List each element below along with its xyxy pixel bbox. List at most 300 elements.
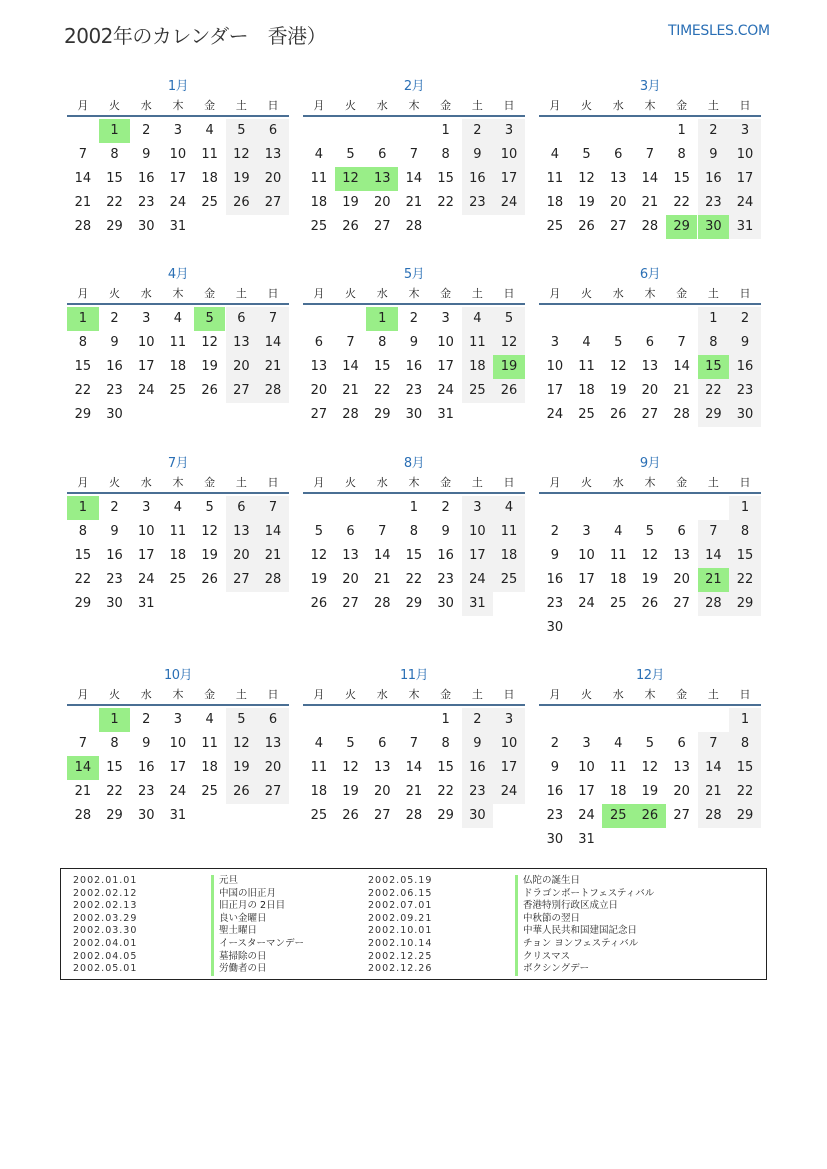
day-cell: 20 xyxy=(310,383,328,398)
holiday-name: 中秋節の翌日 xyxy=(515,913,580,926)
holiday-day-cell: 5 xyxy=(194,307,226,331)
month-block xyxy=(67,75,289,263)
day-cell: 10 xyxy=(169,147,187,162)
month-name: 5月 xyxy=(403,267,425,282)
day-cell: 27 xyxy=(257,780,289,804)
day-cell: 21 xyxy=(405,784,423,799)
day-cell: 15 xyxy=(673,171,690,186)
day-cell: 22 xyxy=(698,379,730,403)
weekday-label: 日 xyxy=(739,287,751,300)
day-cell: 5 xyxy=(614,335,623,350)
day-cell: 4 xyxy=(205,712,214,727)
day-cell: 18 xyxy=(201,171,218,186)
month-name: 2月 xyxy=(403,79,425,94)
day-cell: 22 xyxy=(729,780,761,804)
weekday-label: 月 xyxy=(313,476,325,489)
day-cell: 22 xyxy=(74,383,92,398)
day-cell: 27 xyxy=(373,219,391,234)
month-block xyxy=(67,452,289,640)
day-cell: 3 xyxy=(550,335,559,350)
day-cell: 10 xyxy=(493,143,525,167)
day-cell: 19 xyxy=(226,756,258,780)
weekday-label: 日 xyxy=(739,476,751,489)
holiday-day-cell: 25 xyxy=(602,804,634,828)
day-cell: 8 xyxy=(729,732,761,756)
holiday-name: 中華人民共和国建国記念日 xyxy=(515,925,637,938)
weekday-label: 金 xyxy=(676,688,688,701)
day-cell: 5 xyxy=(645,524,655,539)
weekday-label: 金 xyxy=(440,99,452,112)
day-cell: 17 xyxy=(546,383,564,398)
weekday-label: 火 xyxy=(345,99,357,112)
day-cell: 20 xyxy=(226,544,258,568)
day-cell: 2 xyxy=(550,524,559,539)
day-cell: 8 xyxy=(409,524,419,539)
day-cell: 13 xyxy=(310,359,328,374)
month-name: 9月 xyxy=(639,456,661,471)
day-cell: 12 xyxy=(201,524,218,539)
month-block xyxy=(539,452,761,640)
day-cell: 17 xyxy=(578,784,595,799)
weekday-label: 木 xyxy=(172,99,184,112)
month-block xyxy=(303,452,525,640)
day-cell: 28 xyxy=(74,808,92,823)
day-cell: 21 xyxy=(641,195,659,210)
day-cell: 22 xyxy=(405,572,423,587)
day-cell: 26 xyxy=(342,808,359,823)
holiday-name: 旧正月の 2日目 xyxy=(211,900,285,913)
weekday-label: 火 xyxy=(345,688,357,701)
day-cell: 16 xyxy=(729,355,761,379)
day-cell: 22 xyxy=(74,572,92,587)
day-cell: 21 xyxy=(373,572,391,587)
weekday-label: 月 xyxy=(313,688,325,701)
day-cell: 14 xyxy=(342,359,359,374)
day-cell: 14 xyxy=(257,331,289,355)
weekday-label: 土 xyxy=(471,688,483,701)
day-cell: 31 xyxy=(169,808,187,823)
day-cell: 20 xyxy=(673,784,690,799)
day-cell: 3 xyxy=(493,119,525,143)
day-cell: 19 xyxy=(609,383,627,398)
day-cell: 9 xyxy=(110,335,119,350)
holiday-name: イースターマンデー xyxy=(211,938,304,951)
day-cell: 21 xyxy=(342,383,359,398)
day-cell: 1 xyxy=(698,307,730,331)
day-cell: 13 xyxy=(609,171,627,186)
day-cell: 3 xyxy=(493,708,525,732)
day-cell: 3 xyxy=(173,712,183,727)
day-cell: 7 xyxy=(78,736,87,751)
weekday-label: 金 xyxy=(440,287,452,300)
weekday-label: 金 xyxy=(204,99,216,112)
month-name: 8月 xyxy=(403,456,425,471)
day-cell: 12 xyxy=(578,171,595,186)
day-cell: 5 xyxy=(493,307,525,331)
day-cell: 17 xyxy=(137,548,155,563)
holiday-date: 2002.02.12 xyxy=(73,887,138,899)
day-cell: 17 xyxy=(137,359,155,374)
weekday-label: 火 xyxy=(581,476,593,489)
day-cell: 4 xyxy=(314,147,323,162)
day-cell: 20 xyxy=(673,572,690,587)
day-cell: 17 xyxy=(169,171,187,186)
holiday-day-cell: 29 xyxy=(666,215,698,239)
day-cell: 29 xyxy=(74,596,92,611)
weekday-label: 土 xyxy=(235,99,247,112)
day-cell: 3 xyxy=(441,311,450,326)
day-cell: 25 xyxy=(169,383,187,398)
day-cell: 24 xyxy=(578,596,595,611)
holiday-date: 2002.03.30 xyxy=(73,925,138,937)
month-name: 1月 xyxy=(167,79,189,94)
day-cell: 14 xyxy=(698,544,730,568)
day-cell: 19 xyxy=(342,195,359,210)
day-cell: 22 xyxy=(673,195,690,210)
weekday-label: 木 xyxy=(408,476,420,489)
weekday-label: 水 xyxy=(612,476,624,489)
day-cell: 16 xyxy=(546,784,564,799)
day-cell: 31 xyxy=(462,592,494,616)
day-cell: 31 xyxy=(169,219,187,234)
day-cell: 22 xyxy=(106,784,123,799)
weekday-label: 水 xyxy=(376,287,388,300)
day-cell: 10 xyxy=(729,143,761,167)
day-cell: 15 xyxy=(405,548,423,563)
day-cell: 26 xyxy=(201,383,218,398)
day-cell: 26 xyxy=(342,219,359,234)
day-cell: 24 xyxy=(578,808,595,823)
day-cell: 17 xyxy=(578,572,595,587)
page-title: 2002年のカレンダー 香港） xyxy=(64,24,327,48)
day-cell: 5 xyxy=(226,119,258,143)
weekday-label: 日 xyxy=(503,476,515,489)
day-cell: 8 xyxy=(698,331,730,355)
day-cell: 14 xyxy=(673,359,690,374)
day-cell: 26 xyxy=(310,596,328,611)
day-cell: 12 xyxy=(641,548,659,563)
day-cell: 6 xyxy=(346,524,355,539)
day-cell: 12 xyxy=(493,331,525,355)
day-cell: 22 xyxy=(437,195,454,210)
weekday-label: 日 xyxy=(739,99,751,112)
day-cell: 28 xyxy=(698,804,730,828)
day-cell: 20 xyxy=(257,756,289,780)
day-cell: 25 xyxy=(310,219,328,234)
day-cell: 27 xyxy=(673,596,690,611)
weekday-label: 木 xyxy=(408,287,420,300)
day-cell: 26 xyxy=(609,407,627,422)
weekday-label: 土 xyxy=(235,688,247,701)
day-cell: 9 xyxy=(110,524,119,539)
day-cell: 9 xyxy=(729,331,761,355)
day-cell: 19 xyxy=(641,572,659,587)
day-cell: 21 xyxy=(74,784,92,799)
day-cell: 28 xyxy=(373,596,391,611)
weekday-label: 水 xyxy=(612,99,624,112)
day-cell: 9 xyxy=(142,736,151,751)
day-cell: 23 xyxy=(405,383,423,398)
day-cell: 5 xyxy=(346,147,355,162)
weekday-header xyxy=(67,285,289,305)
weekday-label: 水 xyxy=(612,287,624,300)
day-cell: 2 xyxy=(110,311,119,326)
day-cell: 8 xyxy=(677,147,686,162)
holiday-date: 2002.03.29 xyxy=(73,912,138,924)
holiday-name: 聖土曜日 xyxy=(211,925,257,938)
day-cell: 4 xyxy=(205,123,214,138)
day-cell: 5 xyxy=(582,147,591,162)
day-cell: 12 xyxy=(342,760,359,775)
holiday-date: 2002.12.26 xyxy=(368,963,433,975)
holiday-date: 2002.12.25 xyxy=(368,950,433,962)
day-cell: 8 xyxy=(441,147,450,162)
day-cell: 7 xyxy=(645,147,655,162)
day-cell: 19 xyxy=(310,572,328,587)
weekday-label: 火 xyxy=(345,287,357,300)
day-cell: 27 xyxy=(373,808,391,823)
day-cell: 17 xyxy=(729,167,761,191)
day-cell: 3 xyxy=(142,311,151,326)
day-cell: 18 xyxy=(462,355,494,379)
day-cell: 7 xyxy=(409,147,419,162)
day-cell: 4 xyxy=(550,147,559,162)
holiday-legend xyxy=(60,868,767,980)
month-block xyxy=(539,664,761,852)
weekday-header xyxy=(539,285,761,305)
day-cell: 9 xyxy=(409,335,419,350)
day-cell: 6 xyxy=(677,736,686,751)
day-cell: 16 xyxy=(437,548,454,563)
day-cell: 22 xyxy=(373,383,391,398)
day-cell: 9 xyxy=(550,548,559,563)
day-cell: 19 xyxy=(641,784,659,799)
day-cell: 23 xyxy=(462,780,494,804)
day-cell: 24 xyxy=(437,383,454,398)
day-cell: 27 xyxy=(609,219,627,234)
weekday-label: 水 xyxy=(612,688,624,701)
day-cell: 20 xyxy=(257,167,289,191)
weekday-label: 金 xyxy=(676,476,688,489)
month-block xyxy=(303,664,525,852)
weekday-label: 木 xyxy=(408,688,420,701)
day-cell: 21 xyxy=(673,383,690,398)
holiday-date: 2002.05.01 xyxy=(73,963,138,975)
day-cell: 31 xyxy=(578,832,595,847)
day-cell: 21 xyxy=(257,544,289,568)
day-cell: 7 xyxy=(257,496,289,520)
day-cell: 2 xyxy=(462,119,494,143)
day-cell: 12 xyxy=(226,143,258,167)
weekday-header xyxy=(539,474,761,494)
holiday-day-cell: 14 xyxy=(67,756,99,780)
day-cell: 10 xyxy=(137,524,155,539)
weekday-label: 金 xyxy=(676,99,688,112)
day-cell: 7 xyxy=(346,335,355,350)
day-cell: 8 xyxy=(110,736,119,751)
day-cell: 10 xyxy=(462,520,494,544)
holiday-day-cell: 15 xyxy=(698,355,730,379)
day-cell: 30 xyxy=(546,620,564,635)
day-cell: 5 xyxy=(645,736,655,751)
weekday-label: 火 xyxy=(109,99,121,112)
weekday-label: 火 xyxy=(345,476,357,489)
day-cell: 1 xyxy=(729,708,761,732)
holiday-day-cell: 1 xyxy=(99,708,131,732)
day-cell: 11 xyxy=(462,331,494,355)
day-cell: 20 xyxy=(609,195,627,210)
day-cell: 27 xyxy=(641,407,659,422)
day-cell: 18 xyxy=(310,195,328,210)
holiday-day-cell: 26 xyxy=(634,804,666,828)
weekday-label: 水 xyxy=(140,287,152,300)
weekday-label: 月 xyxy=(313,287,325,300)
day-cell: 26 xyxy=(493,379,525,403)
weekday-label: 月 xyxy=(77,688,89,701)
day-cell: 20 xyxy=(342,572,359,587)
day-cell: 19 xyxy=(201,548,218,563)
day-cell: 29 xyxy=(74,407,92,422)
day-cell: 27 xyxy=(226,568,258,592)
day-cell: 18 xyxy=(546,195,564,210)
day-cell: 7 xyxy=(677,335,686,350)
day-cell: 16 xyxy=(106,548,123,563)
day-cell: 11 xyxy=(169,524,187,539)
holiday-day-cell: 1 xyxy=(67,307,99,331)
day-cell: 2 xyxy=(729,307,761,331)
weekday-label: 金 xyxy=(676,287,688,300)
day-cell: 2 xyxy=(142,123,151,138)
day-cell: 6 xyxy=(378,736,387,751)
day-cell: 25 xyxy=(546,219,564,234)
month-block xyxy=(303,75,525,263)
day-cell: 30 xyxy=(106,407,123,422)
day-cell: 10 xyxy=(578,548,595,563)
day-cell: 25 xyxy=(169,572,187,587)
day-cell: 11 xyxy=(546,171,564,186)
day-cell: 17 xyxy=(493,167,525,191)
day-cell: 17 xyxy=(169,760,187,775)
weekday-header xyxy=(303,474,525,494)
day-cell: 23 xyxy=(546,808,564,823)
day-cell: 5 xyxy=(314,524,323,539)
day-cell: 8 xyxy=(78,335,87,350)
day-cell: 15 xyxy=(729,544,761,568)
day-cell: 10 xyxy=(578,760,595,775)
day-cell: 28 xyxy=(698,592,730,616)
holiday-day-cell: 12 xyxy=(335,167,367,191)
day-cell: 14 xyxy=(257,520,289,544)
weekday-label: 水 xyxy=(140,99,152,112)
weekday-label: 土 xyxy=(707,99,719,112)
day-cell: 6 xyxy=(378,147,387,162)
weekday-label: 金 xyxy=(440,476,452,489)
day-cell: 11 xyxy=(493,520,525,544)
weekday-label: 木 xyxy=(644,99,656,112)
day-cell: 19 xyxy=(201,359,218,374)
day-cell: 22 xyxy=(106,195,123,210)
day-cell: 24 xyxy=(137,383,155,398)
holiday-date: 2002.10.14 xyxy=(368,937,433,949)
day-cell: 24 xyxy=(493,780,525,804)
holiday-date: 2002.05.19 xyxy=(368,875,433,886)
day-cell: 2 xyxy=(409,311,419,326)
day-cell: 19 xyxy=(342,784,359,799)
day-cell: 10 xyxy=(437,335,454,350)
day-cell: 30 xyxy=(106,596,123,611)
day-cell: 6 xyxy=(645,335,655,350)
weekday-label: 日 xyxy=(503,287,515,300)
weekday-label: 水 xyxy=(376,99,388,112)
day-cell: 26 xyxy=(226,780,258,804)
day-cell: 20 xyxy=(373,784,391,799)
day-cell: 30 xyxy=(437,596,454,611)
weekday-label: 土 xyxy=(707,688,719,701)
day-cell: 13 xyxy=(257,732,289,756)
day-cell: 11 xyxy=(609,760,627,775)
day-cell: 2 xyxy=(462,708,494,732)
day-cell: 22 xyxy=(729,568,761,592)
day-cell: 9 xyxy=(550,760,559,775)
weekday-label: 土 xyxy=(235,476,247,489)
day-cell: 16 xyxy=(106,359,123,374)
day-cell: 30 xyxy=(137,219,155,234)
holiday-name: ドラゴンボートフェスティバル xyxy=(515,888,654,901)
holiday-day-cell: 1 xyxy=(366,307,398,331)
day-cell: 23 xyxy=(137,784,155,799)
day-cell: 22 xyxy=(437,784,454,799)
weekday-label: 火 xyxy=(581,287,593,300)
day-cell: 21 xyxy=(405,195,423,210)
day-cell: 8 xyxy=(729,520,761,544)
weekday-label: 火 xyxy=(581,99,593,112)
holiday-day-cell: 30 xyxy=(698,215,730,239)
holiday-date: 2002.04.05 xyxy=(73,950,138,962)
day-cell: 12 xyxy=(201,335,218,350)
day-cell: 18 xyxy=(169,359,187,374)
day-cell: 11 xyxy=(169,335,187,350)
day-cell: 29 xyxy=(698,403,730,427)
weekday-label: 月 xyxy=(77,99,89,112)
day-cell: 6 xyxy=(226,496,258,520)
holiday-day-cell: 13 xyxy=(366,167,398,191)
weekday-label: 木 xyxy=(644,287,656,300)
weekday-label: 木 xyxy=(644,688,656,701)
weekday-label: 土 xyxy=(471,287,483,300)
brand-logo[interactable]: TIMESLES.COM xyxy=(668,23,770,39)
weekday-header xyxy=(539,686,761,706)
holiday-date: 2002.10.01 xyxy=(368,925,433,937)
day-cell: 9 xyxy=(462,732,494,756)
day-cell: 28 xyxy=(74,219,92,234)
day-cell: 21 xyxy=(257,355,289,379)
day-cell: 3 xyxy=(462,496,494,520)
weekday-label: 木 xyxy=(172,688,184,701)
day-cell: 28 xyxy=(257,568,289,592)
day-cell: 18 xyxy=(201,760,218,775)
weekday-label: 木 xyxy=(408,99,420,112)
holiday-date: 2002.01.01 xyxy=(73,875,138,886)
day-cell: 15 xyxy=(106,171,123,186)
day-cell: 9 xyxy=(441,524,450,539)
day-cell: 11 xyxy=(310,760,328,775)
day-cell: 27 xyxy=(257,191,289,215)
day-cell: 18 xyxy=(609,572,627,587)
day-cell: 29 xyxy=(106,219,123,234)
day-cell: 4 xyxy=(314,736,323,751)
weekday-header xyxy=(539,97,761,117)
day-cell: 23 xyxy=(437,572,454,587)
